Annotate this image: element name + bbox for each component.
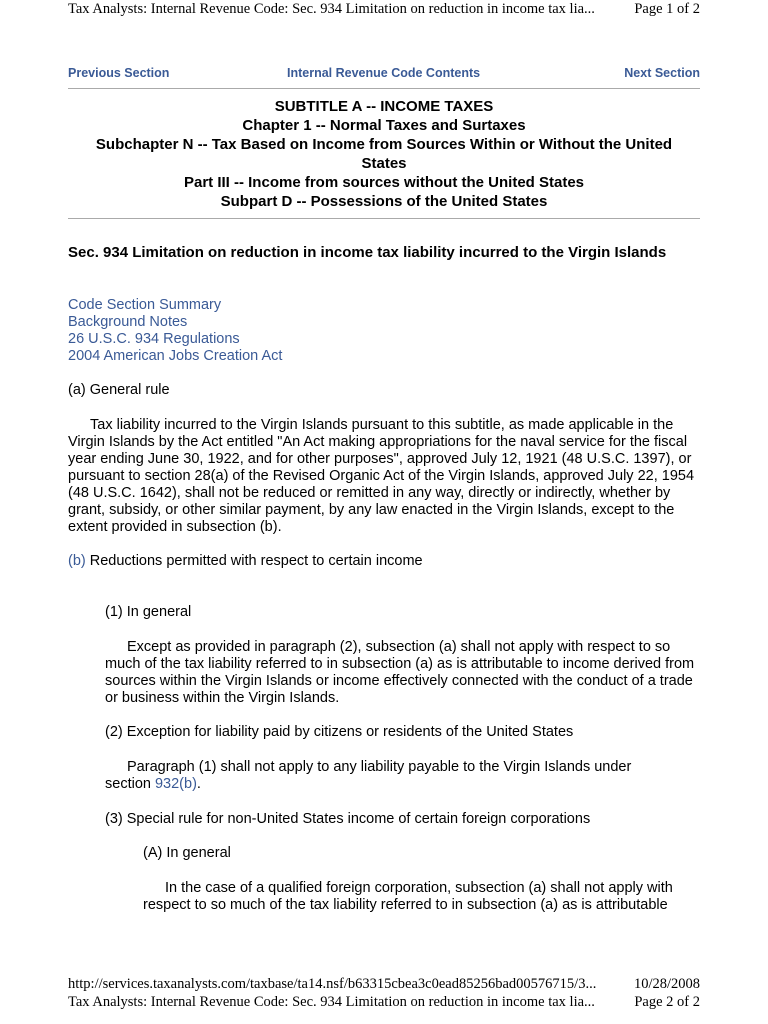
subsection-b-heading: Reductions permitted with respect to certain income	[89, 553, 423, 569]
paragraph-1-heading: (1) In general	[105, 604, 192, 620]
footer-title-line	[68, 994, 700, 1011]
previous-section-link[interactable]: Previous Section	[68, 66, 170, 80]
code-contents-link[interactable]: Internal Revenue Code Contents	[287, 66, 481, 80]
divider-bottom	[68, 218, 700, 219]
jobs-creation-act-link[interactable]: 2004 American Jobs Creation Act	[68, 348, 283, 364]
paragraph-2-text-end: .	[196, 776, 201, 792]
paragraph-1-text: Except as provided in paragraph (2), subsection (a) shall not apply with respect to so much of the tax liability referred to in subsection (a) as is attributable to income derived from sources within the Virgin Islands or income effectively connected with the conduct of a trade or business within the Virgin Islands.	[105, 639, 695, 706]
related-links	[68, 297, 282, 365]
subsection-a-heading: (a) General rule	[68, 382, 170, 398]
section-title: Sec. 934 Limitation on reduction in income tax liability incurred to the Virgin Islands	[68, 244, 667, 261]
code-section-summary-link[interactable]: Code Section Summary	[68, 297, 222, 313]
heading-hierarchy	[68, 97, 700, 211]
subtitle-heading: SUBTITLE A -- INCOME TAXES	[274, 98, 494, 115]
paragraph-2-text-block	[105, 759, 665, 793]
paragraph-2-text: Paragraph (1) shall not apply to any liability payable to the Virgin Islands under section	[105, 759, 632, 792]
next-section-link[interactable]: Next Section	[624, 66, 700, 80]
footer-url: http://services.taxanalysts.com/taxbase/ta14.nsf/b63315cbea3c0ead85256bad00576715/3...	[68, 976, 597, 992]
chapter-heading: Chapter 1 -- Normal Taxes and Surtaxes	[242, 117, 526, 134]
subparagraph-a-text: In the case of a qualified foreign corporation, subsection (a) shall not apply with respect to so much of the tax liability referred to in subsection (a) as is attributable	[143, 880, 673, 913]
paragraph-2-heading: (2) Exception for liability paid by citizens or residents of the United States	[105, 724, 574, 740]
footer-date: 10/28/2008	[633, 976, 700, 992]
subparagraph-a-heading: (A) In general	[143, 845, 231, 861]
subsection-b-heading-line	[68, 553, 423, 570]
subpart-heading: Subpart D -- Possessions of the United States	[220, 193, 548, 210]
footer-url-line	[68, 976, 700, 993]
section-932b-link[interactable]: 932(b)	[154, 776, 197, 792]
subsection-a-text: Tax liability incurred to the Virgin Islands pursuant to this subtitle, as made applicable in the Virgin Islands by the Act entitled "An Act making appropriations for the naval service for the fiscal year ending June 30, 1922, and for other purposes", approved July 12, 1921 (48 U.S.C. 1397), or pursuant to section 28(a) of the Revised Organic Act of the Virgin Islands, approved July 22, 1954 (48 U.S.C. 1642), shall not be reduced or remitted in any way, directly or indirectly, whether by grant, subsidy, or other similar payment, by any law enacted in the Virgin Islands, except to the extent provided in subsection (b).	[68, 417, 695, 535]
divider-top	[68, 88, 700, 89]
footer-title: Tax Analysts: Internal Revenue Code: Sec. 934 Limitation on reduction in income tax lia...	[68, 994, 595, 1010]
print-header-title: Tax Analysts: Internal Revenue Code: Sec. 934 Limitation on reduction in income tax lia...	[68, 1, 595, 17]
print-header-page: Page 1 of 2	[634, 1, 700, 17]
subsection-b-anchor-link[interactable]: (b)	[68, 553, 86, 569]
regulations-link[interactable]: 26 U.S.C. 934 Regulations	[68, 331, 240, 347]
paragraph-3-heading: (3) Special rule for non-United States income of certain foreign corporations	[105, 811, 591, 827]
background-notes-link[interactable]: Background Notes	[68, 314, 188, 330]
footer-page: Page 2 of 2	[634, 994, 700, 1010]
part-heading: Part III -- Income from sources without the United States	[183, 174, 585, 191]
subchapter-heading: Subchapter N -- Tax Based on Income from Sources Within or Without the United States	[95, 136, 673, 172]
